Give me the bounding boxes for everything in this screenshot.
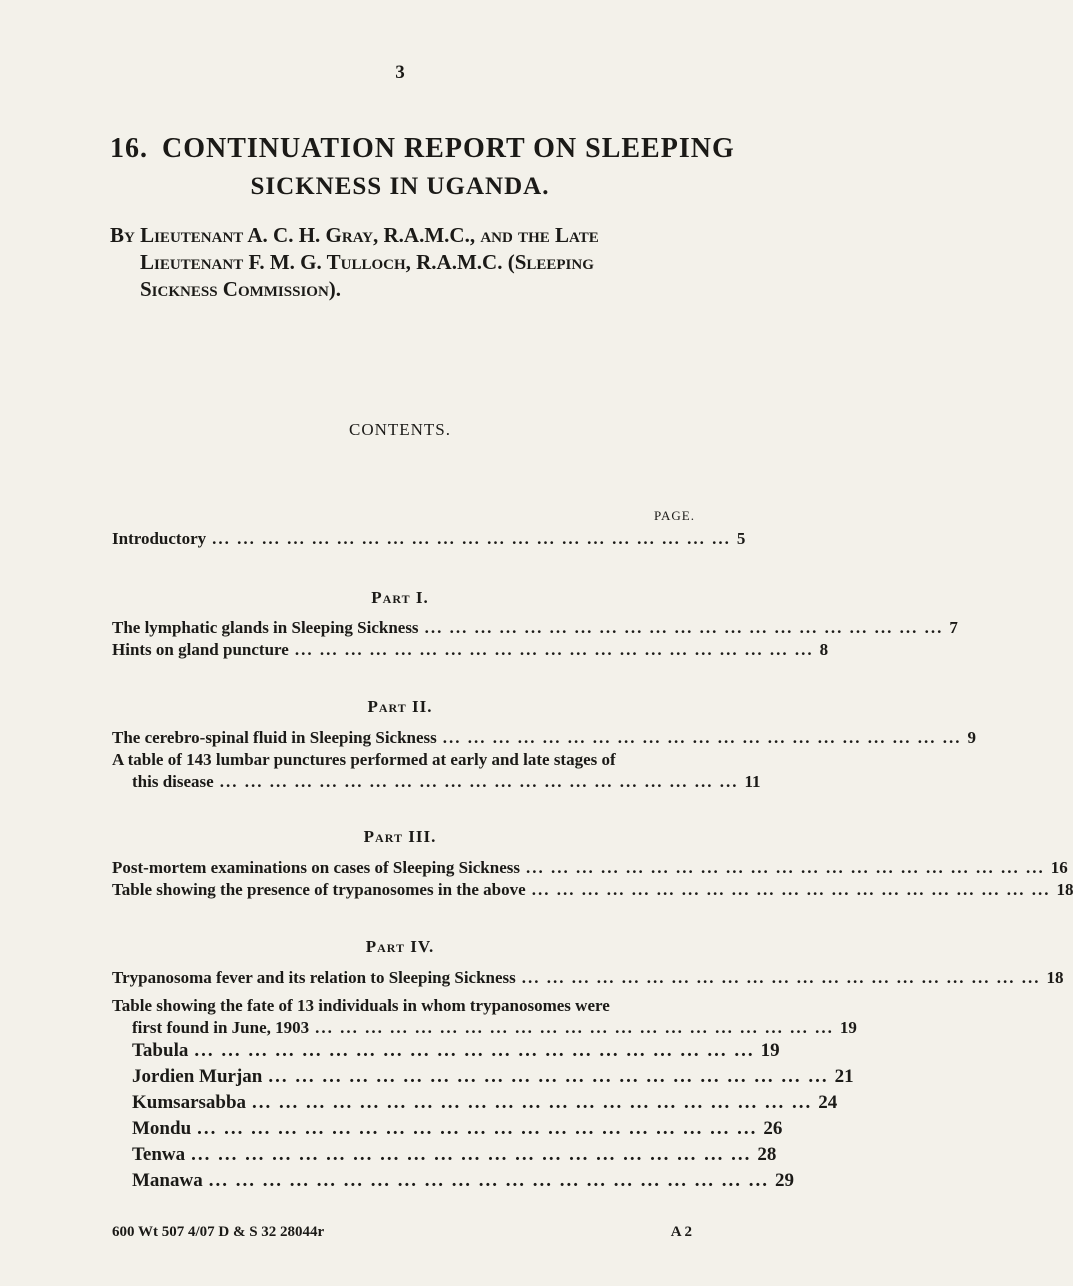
toc-page: 19 [839, 1018, 857, 1037]
toc-subentry [112, 1118, 783, 1144]
toc-subentry [112, 1066, 854, 1092]
page-column-heading: PAGE. [653, 508, 695, 523]
toc-leader: ... ... ... ... ... ... ... ... ... ... ... ... ... ... ... ... ... ... ... ... ... [197, 1118, 758, 1139]
toc-leader: ... ... ... ... ... ... ... ... ... ... ... ... ... ... ... ... ... ... ... ... ... [442, 728, 962, 747]
toc-label: Mondu [132, 1118, 192, 1139]
toc-label-first-line: Table showing the fate of 13 individuals in whom trypanosomes were [112, 996, 610, 1015]
part-3-heading: Part III. [363, 827, 437, 846]
toc-label-continued: this disease [132, 772, 214, 791]
toc-leader: ... ... ... ... ... ... ... ... ... ... ... ... ... ... ... ... ... ... ... ... ... [194, 1040, 755, 1061]
toc-page: 29 [774, 1170, 794, 1191]
toc-entry [112, 529, 746, 551]
toc-part-1 [112, 618, 958, 662]
toc-leader: ... ... ... ... ... ... ... ... ... ... ... ... ... ... ... ... ... ... ... ... ... [268, 1066, 829, 1087]
toc-label: Jordien Murjan [132, 1066, 263, 1087]
title-text-1: CONTINUATION REPORT ON SLEEPING [162, 133, 735, 164]
toc-leader: ... ... ... ... ... ... ... ... ... ... ... ... ... ... ... ... ... ... ... ... ... [191, 1144, 752, 1165]
part-4-heading: Part IV. [365, 937, 435, 956]
toc-page: 26 [763, 1118, 783, 1139]
toc-entry [112, 772, 761, 794]
toc-label: Tabula [132, 1040, 189, 1061]
authors-line-1: By Lieutenant A. C. H. Gray, R.A.M.C., and the Late [110, 223, 599, 247]
toc-subentry [112, 1170, 794, 1196]
toc-leader: ... ... ... ... ... ... ... ... ... ... ... ... ... ... ... ... ... ... ... ... ... [525, 858, 1045, 877]
report-number: 16. [110, 133, 148, 164]
part-2-heading: Part II. [367, 697, 433, 716]
toc-label: Manawa [132, 1170, 203, 1191]
toc-label: Hints on gland puncture [112, 640, 289, 659]
toc-label-continued: first found in June, 1903 [132, 1018, 310, 1037]
report-title-line2: SICKNESS IN UGANDA. [250, 173, 550, 200]
toc-label: Introductory [112, 529, 207, 548]
toc-label: Post-mortem examinations on cases of Sleeping Sickness [112, 858, 520, 877]
toc-label: Tenwa [132, 1144, 186, 1165]
toc-label: The cerebro-spinal fluid in Sleeping Sickness [112, 728, 437, 747]
toc-page: 5 [736, 529, 746, 548]
toc-page: 18 [1056, 880, 1073, 899]
toc-label: The lymphatic glands in Sleeping Sickness [112, 618, 419, 637]
toc-leader: ... ... ... ... ... ... ... ... ... ... ... ... ... ... ... ... ... ... ... ... ... [521, 968, 1041, 987]
toc-entry [112, 858, 1068, 880]
toc-leader: ... ... ... ... ... ... ... ... ... ... ... ... ... ... ... ... ... ... ... ... ... [212, 529, 731, 548]
toc-page: 11 [744, 772, 761, 791]
report-title-line1 [110, 133, 735, 165]
toc-label: Trypanosoma fever and its relation to Sleeping Sickness [112, 968, 516, 987]
toc-page: 18 [1046, 968, 1064, 987]
toc-entry [112, 618, 958, 640]
toc-page: 16 [1050, 858, 1068, 877]
toc-page: 19 [760, 1040, 780, 1061]
toc-label: Kumsarsabba [132, 1092, 247, 1113]
contents-heading: CONTENTS. [348, 420, 452, 439]
toc-page: 9 [967, 728, 977, 747]
toc-part-4 [112, 968, 1064, 1196]
toc-leader: ... ... ... ... ... ... ... ... ... ... ... ... ... ... ... ... ... ... ... ... ... [294, 640, 814, 659]
toc-entry [112, 728, 977, 750]
toc-subentry [112, 1040, 780, 1066]
toc-entry [112, 640, 829, 662]
toc-leader: ... ... ... ... ... ... ... ... ... ... ... ... ... ... ... ... ... ... ... ... ... [252, 1092, 813, 1113]
authors-block [110, 222, 710, 303]
toc-subentry [112, 1092, 838, 1118]
toc-page: 28 [757, 1144, 777, 1165]
printer-imprint: 600 Wt 507 4/07 D & S 32 28044r [112, 1224, 325, 1240]
toc-entry [112, 968, 1064, 990]
authors-line-2: Lieutenant F. M. G. Tulloch, R.A.M.C. (Sleeping [140, 250, 594, 274]
toc-subentry [112, 1144, 777, 1170]
toc-entry [112, 880, 1073, 902]
part-1-heading: Part I. [371, 588, 429, 607]
toc-introductory [112, 529, 746, 551]
toc-label: Table showing the presence of trypanosomes in the above [112, 880, 526, 899]
toc-leader: ... ... ... ... ... ... ... ... ... ... ... ... ... ... ... ... ... ... ... ... ... [424, 618, 944, 637]
toc-leader: ... ... ... ... ... ... ... ... ... ... ... ... ... ... ... ... ... ... ... ... ... [219, 772, 739, 791]
toc-leader: ... ... ... ... ... ... ... ... ... ... ... ... ... ... ... ... ... ... ... ... ... [315, 1018, 834, 1037]
toc-page: 24 [818, 1092, 838, 1113]
toc-subentries [112, 1040, 854, 1196]
toc-part-2 [112, 728, 977, 794]
toc-page: 8 [819, 640, 829, 659]
toc-label-first-line: A table of 143 lumbar punctures performed at early and late stages of [112, 750, 616, 769]
toc-part-3 [112, 858, 1073, 902]
toc-page: 7 [949, 618, 958, 637]
signature-mark: A 2 [670, 1224, 692, 1240]
toc-page: 21 [834, 1066, 854, 1087]
toc-leader: ... ... ... ... ... ... ... ... ... ... ... ... ... ... ... ... ... ... ... ... ... [208, 1170, 769, 1191]
toc-leader: ... ... ... ... ... ... ... ... ... ... ... ... ... ... ... ... ... ... ... ... ... [531, 880, 1051, 899]
page-number: 3 [395, 62, 405, 83]
print-footer [112, 1224, 692, 1241]
authors-line-3: Sickness Commission). [140, 277, 342, 301]
toc-entry [112, 1018, 857, 1040]
